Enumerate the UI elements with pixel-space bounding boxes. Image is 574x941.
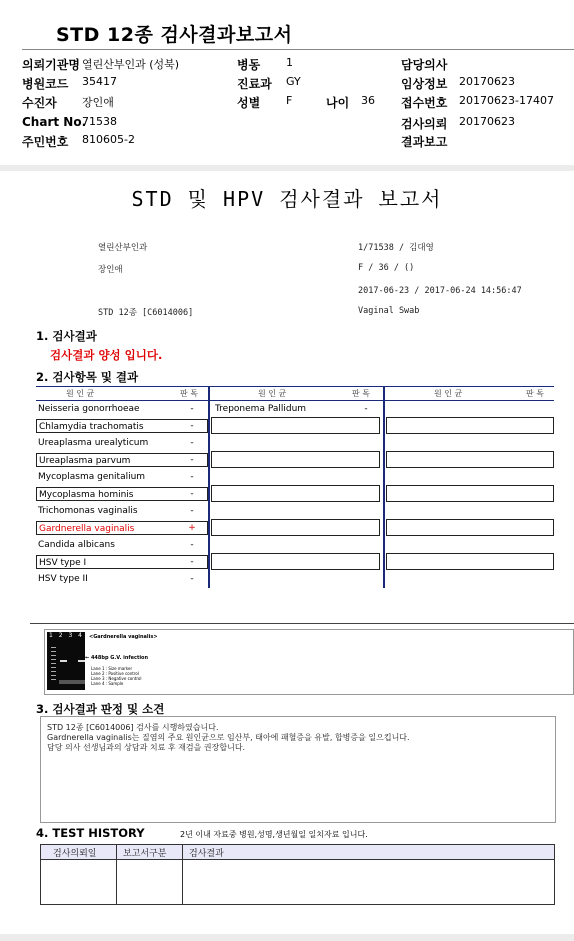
header-divider (22, 49, 574, 50)
gel-band-sample (78, 660, 85, 662)
header-label-2-l3: 나이 (326, 96, 350, 110)
empty-result-slot (211, 485, 380, 502)
col-result-3: 판 독 (526, 389, 544, 398)
section3-title: 3. 검사결과 판정 및 소견 (36, 702, 165, 716)
opinion-line-3: 담당 의사 선생님과의 상담과 치료 후 재검을 권장합니다. (47, 743, 246, 752)
opinion-line-2: Gardnerella vaginalis는 질염의 주요 원인균으로 임산부, 태아에 패혈증을 유발, 합병증을 일으킵니다. (47, 733, 410, 742)
gel-legend-line: Lane 4 : Sample (91, 681, 124, 686)
info-patient: 장인애 (98, 265, 123, 275)
gel-band-positive (60, 660, 67, 662)
pathogen-result-col2: - (364, 404, 368, 414)
pathogen-result: - (190, 404, 194, 414)
header-label-0-l2: 병동 (237, 58, 261, 72)
header-title: STD 12종 검사결과보고서 (56, 24, 293, 46)
pathogen-item: HSV type II (38, 574, 88, 584)
section2-title: 2. 검사항목 및 결과 (36, 370, 139, 384)
header-value-1-v4: 20170623 (459, 75, 515, 88)
section4-title: 4. TEST HISTORY (36, 826, 145, 840)
header-value-1-v2: GY (286, 75, 301, 88)
report-sheet (0, 171, 574, 934)
pathogen-item: Chlamydia trachomatis (36, 419, 208, 433)
header-value-2-v3: 36 (361, 94, 375, 107)
info-specimen: Vaginal Swab (358, 306, 420, 316)
header-label-0-l4: 담당의사 (401, 58, 448, 72)
gel-electrophoresis-panel (44, 629, 574, 695)
gel-image (47, 632, 85, 690)
gel-band-label-text: 448bp G.V. infection (90, 655, 149, 661)
header-value-0-v1: 열린산부인과 (성북) (82, 58, 180, 71)
gel-divider (30, 623, 574, 624)
info-hospital: 열린산부인과 (98, 243, 148, 253)
pathogen-result: - (190, 540, 194, 550)
pathogen-item: Gardnerella vaginalis (36, 521, 208, 535)
pathogen-result: - (190, 455, 194, 465)
header-label-0-l1: 의뢰기관명 (22, 58, 80, 72)
section1-result: 검사결과 양성 입니다. (50, 348, 163, 362)
gel-legend-line: Lane 2 : Positive control (91, 671, 139, 676)
header-value-2-v1: 장인애 (82, 96, 114, 109)
pathogen-result: - (190, 489, 194, 499)
col-result-1: 판 독 (180, 389, 198, 398)
pathogen-item: Ureaplasma urealyticum (38, 438, 149, 448)
header-value-4-v1: 810605-2 (82, 133, 135, 146)
history-col-type: 보고서구분 (123, 849, 167, 859)
header-label-2-l1: 수진자 (22, 96, 57, 110)
history-table (40, 844, 555, 905)
pathogen-result: - (190, 506, 194, 516)
pathogen-item: Mycoplasma genitalium (38, 472, 146, 482)
empty-result-slot (211, 417, 380, 434)
info-test: STD 12종 [C6014006] (98, 308, 194, 318)
pathogen-item: Ureaplasma parvum (36, 453, 208, 467)
gel-band-label: ← 448bp G.V. infection (85, 655, 149, 661)
header-value-1-v1: 35417 (82, 75, 117, 88)
header-value-2-v4: 20170623-17407 (459, 94, 554, 107)
header-label-1-l4: 임상정보 (401, 77, 448, 91)
pathogen-item: Trichomonas vaginalis (38, 506, 138, 516)
gel-legend (91, 666, 141, 686)
pathogen-result: - (190, 438, 194, 448)
gel-lane-numbers: 1 2 3 4 (49, 632, 84, 639)
table-divider-2 (383, 386, 385, 588)
history-col-date: 검사의뢰일 (53, 849, 97, 859)
pathogen-result: + (188, 523, 196, 533)
empty-result-slot (386, 485, 554, 502)
col-pathogen-1: 원 인 균 (66, 389, 95, 398)
gel-primer-bands (59, 680, 85, 684)
empty-result-slot (211, 553, 380, 570)
header-label-3-l4: 검사의뢰 (401, 117, 448, 131)
header-value-3-v1: 71538 (82, 115, 117, 128)
header-value-0-v2: 1 (286, 56, 293, 69)
header-value-3-v4: 20170623 (459, 115, 515, 128)
info-chart-doctor: 1/71538 / 김대영 (358, 243, 434, 253)
report-header (0, 0, 574, 165)
header-value-2-v2: F (286, 94, 293, 107)
header-label-3-l1: Chart No. (22, 115, 87, 129)
empty-result-slot (211, 519, 380, 536)
col-result-2: 판 독 (352, 389, 370, 398)
gel-title: <Gardnerella vaginalis> (89, 634, 158, 640)
empty-result-slot (386, 451, 554, 468)
history-col-divider-2 (182, 845, 183, 904)
col-pathogen-2: 원 인 균 (258, 389, 287, 398)
report-title: STD 및 HPV 검사결과 보고서 (131, 187, 443, 211)
empty-result-slot (386, 519, 554, 536)
pathogen-result: - (190, 574, 194, 584)
pathogen-item: Candida albicans (38, 540, 115, 550)
section4-note: 2년 이내 자료중 병원,성명,생년월일 일치자료 입니다. (180, 830, 368, 839)
empty-result-slot (211, 451, 380, 468)
pathogen-result: - (190, 472, 194, 482)
gel-marker-lane (51, 644, 56, 680)
empty-result-slot (386, 553, 554, 570)
pathogen-item-col2: Treponema Pallidum (215, 404, 307, 414)
info-sex-age: F / 36 / () (358, 263, 415, 273)
header-label-1-l2: 진료과 (237, 77, 272, 91)
pathogen-item: Mycoplasma hominis (36, 487, 208, 501)
header-label-2-l4: 접수번호 (401, 96, 448, 110)
header-label-4-l4: 결과보고 (401, 135, 448, 149)
header-label-2-l2: 성별 (237, 96, 261, 110)
history-col-divider-1 (116, 845, 117, 904)
table-divider-1 (208, 386, 210, 588)
opinion-line-1: STD 12종 [C6014006] 검사를 시행하였습니다. (47, 723, 219, 732)
gel-legend-line: Lane 3 : Negative control (91, 676, 142, 681)
header-label-4-l1: 주민번호 (22, 135, 69, 149)
empty-result-slot (386, 417, 554, 434)
history-col-result: 검사결과 (189, 849, 224, 859)
history-table-header (41, 845, 554, 860)
results-table-header (36, 386, 554, 401)
pathogen-result: - (190, 421, 194, 431)
gel-legend-line: Lane 1 : Size marker (91, 666, 133, 671)
pathogen-item: Neisseria gonorrhoeae (38, 404, 140, 414)
pathogen-item: HSV type I (36, 555, 208, 569)
header-label-1-l1: 병원코드 (22, 77, 69, 91)
info-dates: 2017-06-23 / 2017-06-24 14:56:47 (358, 286, 522, 296)
col-pathogen-3: 원 인 균 (434, 389, 463, 398)
opinion-box (40, 716, 556, 823)
pathogen-result: - (190, 557, 194, 567)
section1-title: 1. 검사결과 (36, 329, 97, 343)
